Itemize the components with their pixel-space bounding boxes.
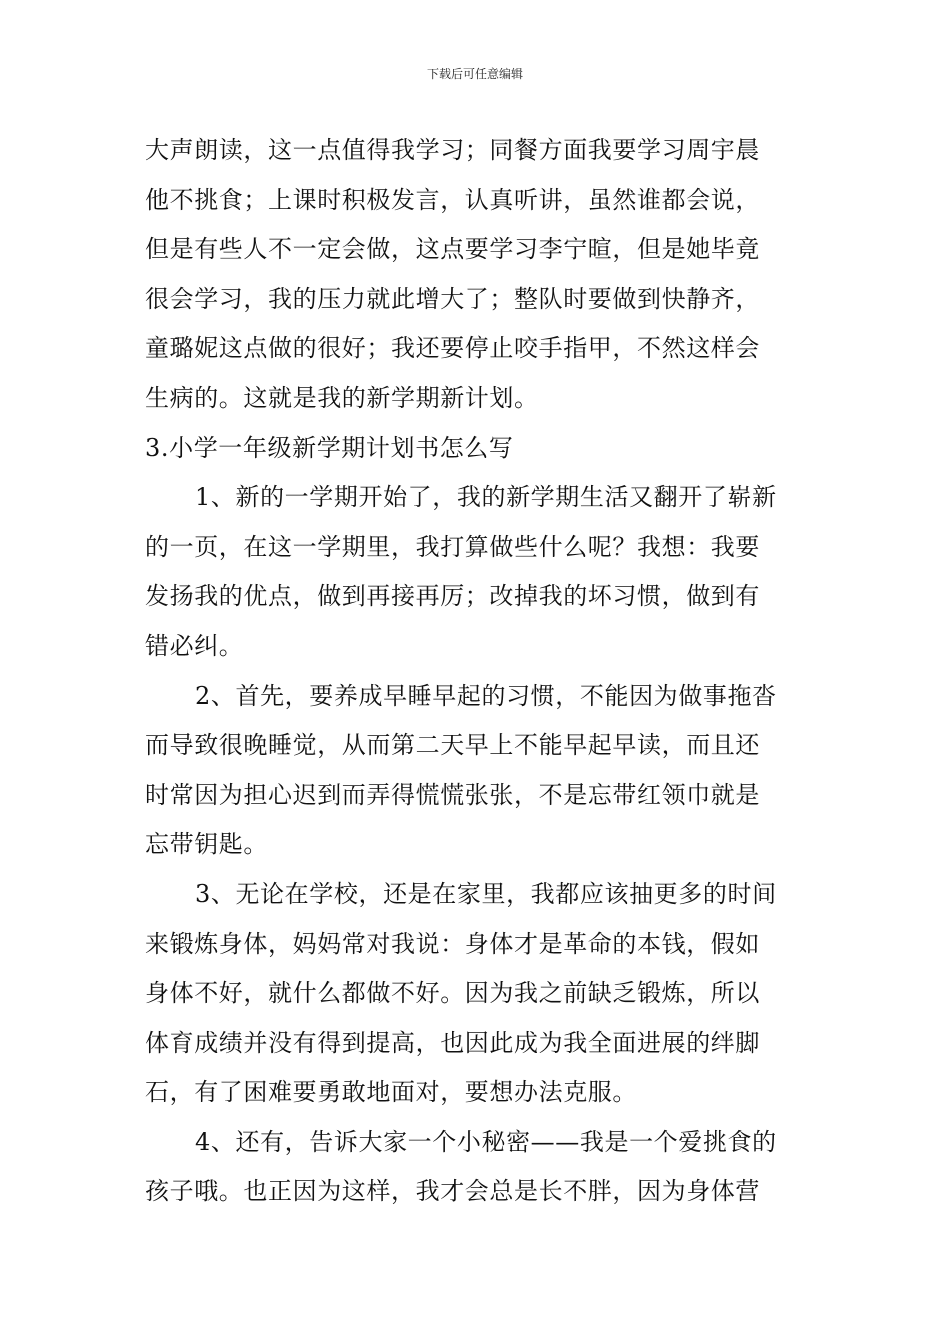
paragraph-first-line: 1、新的一学期开始了，我的新学期生活又翻开了崭新 xyxy=(195,483,777,512)
text-line: 体育成绩并没有得到提高，也因此成为我全面进展的绊脚 xyxy=(145,1028,760,1057)
text-line: 忘带钥匙。 xyxy=(145,830,268,859)
paragraph-first-line: 2、首先，要养成早睡早起的习惯，不能因为做事拖沓 xyxy=(195,681,777,710)
text-line: 时常因为担心迟到而弄得慌慌张张，不是忘带红领巾就是 xyxy=(145,780,760,809)
text-line: 身体不好，就什么都做不好。因为我之前缺乏锻炼，所以 xyxy=(145,979,760,1008)
text-line: 发扬我的优点，做到再接再厉；改掉我的坏习惯，做到有 xyxy=(145,582,760,611)
text-line: 很会学习，我的压力就此增大了；整队时要做到快静齐， xyxy=(145,284,760,313)
text-line: 来锻炼身体，妈妈常对我说：身体才是革命的本钱，假如 xyxy=(145,929,760,958)
section-heading: 3.小学一年级新学期计划书怎么写 xyxy=(145,433,514,462)
text-line: 他不挑食；上课时积极发言，认真听讲，虽然谁都会说， xyxy=(145,185,760,214)
text-line: 童璐妮这点做的很好；我还要停止咬手指甲，不然这样会 xyxy=(145,334,760,363)
page-header-note: 下载后可任意编辑 xyxy=(426,67,523,81)
text-line: 错必纠。 xyxy=(145,631,244,660)
paragraph-first-line: 4、还有，告诉大家一个小秘密——我是一个爱挑食的 xyxy=(195,1127,777,1156)
paragraph-first-line: 3、无论在学校，还是在家里，我都应该抽更多的时间 xyxy=(195,879,777,908)
text-line: 大声朗读，这一点值得我学习；同餐方面我要学习周宇晨 xyxy=(145,136,760,164)
document-body xyxy=(145,126,810,1217)
text-line: 而导致很晚睡觉，从而第二天早上不能早起早读，而且还 xyxy=(145,731,760,760)
text-line: 但是有些人不一定会做，这点要学习李宁暄，但是她毕竟 xyxy=(145,235,760,264)
text-line: 的一页，在这一学期里，我打算做些什么呢？我想：我要 xyxy=(145,532,760,561)
text-line: 孩子哦。也正因为这样，我才会总是长不胖，因为身体营 xyxy=(145,1177,760,1206)
text-line: 生病的。这就是我的新学期新计划。 xyxy=(145,383,539,412)
text-line: 石，有了困难要勇敢地面对，要想办法克服。 xyxy=(145,1078,637,1107)
